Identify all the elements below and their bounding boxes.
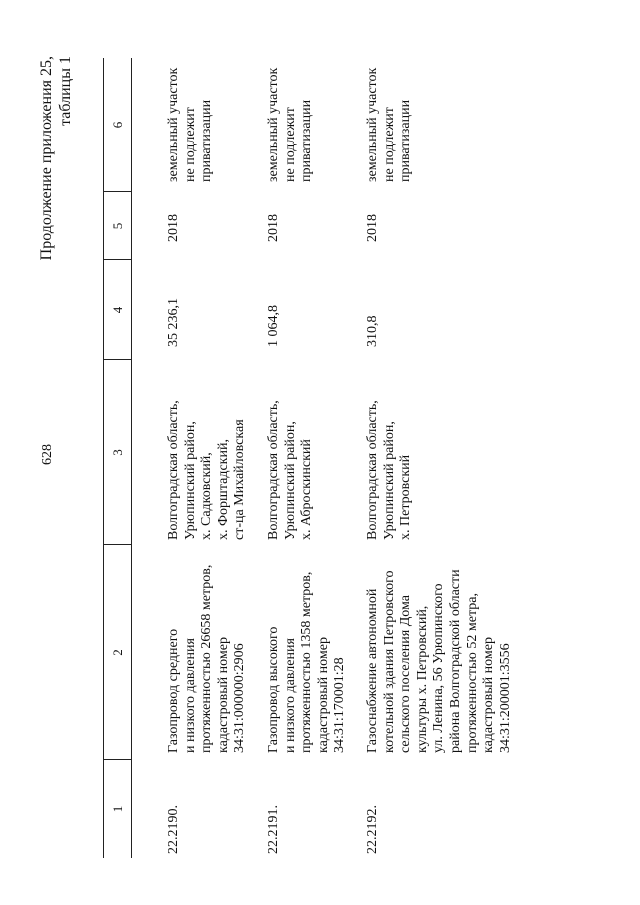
row-2-name-line: и низкого давления: [282, 638, 298, 753]
row-1-address-line: Волгоградская область,: [166, 400, 181, 540]
table-caption: [37, 56, 75, 376]
row-3-note-line: земельный участок: [365, 67, 380, 182]
row-2-value: 1 064,8: [266, 305, 281, 347]
row-1-name-line: 34:31:000000:2906: [232, 643, 248, 753]
row-1-name-line: протяженностью 26658 метров,: [199, 564, 215, 753]
row-2-note: [266, 68, 316, 182]
col-header-3: 3: [110, 449, 125, 456]
table-header-rule: [131, 58, 132, 858]
row-3-address: [365, 400, 415, 540]
row-2-name-line: протяженностью 1358 метров,: [299, 571, 315, 753]
row-3-name-line: 34:31:200001:3556: [497, 643, 513, 753]
row-1-address-line: Урюпинский район,: [182, 421, 198, 540]
row-1-value: 35 236,1: [166, 298, 181, 347]
row-2-name: [266, 572, 349, 753]
table-top-rule: [103, 58, 104, 858]
row-3-name-line: ул. Ленина, 56 Урюпинского: [431, 583, 447, 753]
row-2-address-line: х. Аброскинский: [299, 439, 315, 540]
row-3-address-line: Урюпинский район,: [381, 421, 397, 540]
row-2-address-line: Урюпинский район,: [282, 421, 298, 540]
row-2-note-line: приватизации: [299, 99, 315, 182]
row-1-address-line: ст-ца Михайловская: [232, 419, 248, 540]
row-1-number: 22.2190.: [166, 805, 181, 854]
row-1-address: [166, 400, 249, 540]
row-3-address-line: х. Петровский: [398, 454, 414, 540]
row-1-note-line: земельный участок: [166, 67, 181, 182]
page-number: 628: [40, 444, 55, 465]
row-1-address-line: х. Форштадский,: [215, 439, 231, 540]
row-1-name-line: Газопровод среднего: [166, 628, 181, 753]
row-2-name-line: Газопровод высокого: [266, 626, 281, 753]
row-1-address-line: х. Садковский,: [199, 452, 215, 540]
caption-line-1: Продолжение приложения 25,: [38, 56, 55, 261]
row-3-note: [365, 68, 415, 182]
row-2-year: 2018: [266, 214, 281, 242]
row-1-name: [166, 565, 249, 753]
col-header-2: 2: [110, 649, 125, 656]
row-2-name-line: 34:31:170001:28: [332, 657, 348, 753]
col-header-6: 6: [110, 121, 125, 129]
row-3-name-line: котельной здания Петровского: [381, 570, 397, 753]
row-2-number: 22.2191.: [266, 805, 281, 854]
col-header-5: 5: [110, 222, 125, 230]
caption-line-2: таблицы 1: [57, 56, 74, 126]
row-3-name-line: Газоснабжение автономной: [365, 588, 380, 753]
row-3-name: [365, 569, 514, 753]
row-1-name-line: кадастровый номер: [215, 637, 231, 753]
row-3-address-line: Волгоградская область,: [365, 400, 380, 540]
row-1-name-line: и низкого давления: [182, 638, 198, 753]
row-1-note-line: не подлежит: [182, 107, 198, 182]
row-2-note-line: земельный участок: [266, 67, 281, 182]
row-3-value: 310,8: [365, 315, 380, 347]
row-3-year: 2018: [365, 214, 380, 242]
row-3-name-line: кадастровый номер: [481, 637, 497, 753]
row-3-name-line: района Волгоградской области: [447, 569, 463, 753]
row-1-year: 2018: [166, 214, 181, 242]
row-3-name-line: культуры х. Петровский,: [414, 605, 430, 753]
row-3-name-line: протяженностью 52 метра,: [464, 593, 480, 753]
row-2-address-line: Волгоградская область,: [266, 400, 281, 540]
col-header-1: 1: [110, 805, 125, 813]
row-2-address: [266, 400, 316, 540]
row-3-note-line: приватизации: [398, 99, 414, 182]
row-3-note-line: не подлежит: [381, 107, 397, 182]
row-2-note-line: не подлежит: [282, 107, 298, 182]
row-3-name-line: сельского поселения Дома: [398, 595, 414, 753]
col-header-4: 4: [110, 306, 125, 314]
row-3-number: 22.2192.: [365, 805, 380, 854]
row-2-name-line: кадастровый номер: [315, 637, 331, 753]
row-1-note: [166, 68, 216, 182]
row-1-note-line: приватизации: [199, 99, 215, 182]
